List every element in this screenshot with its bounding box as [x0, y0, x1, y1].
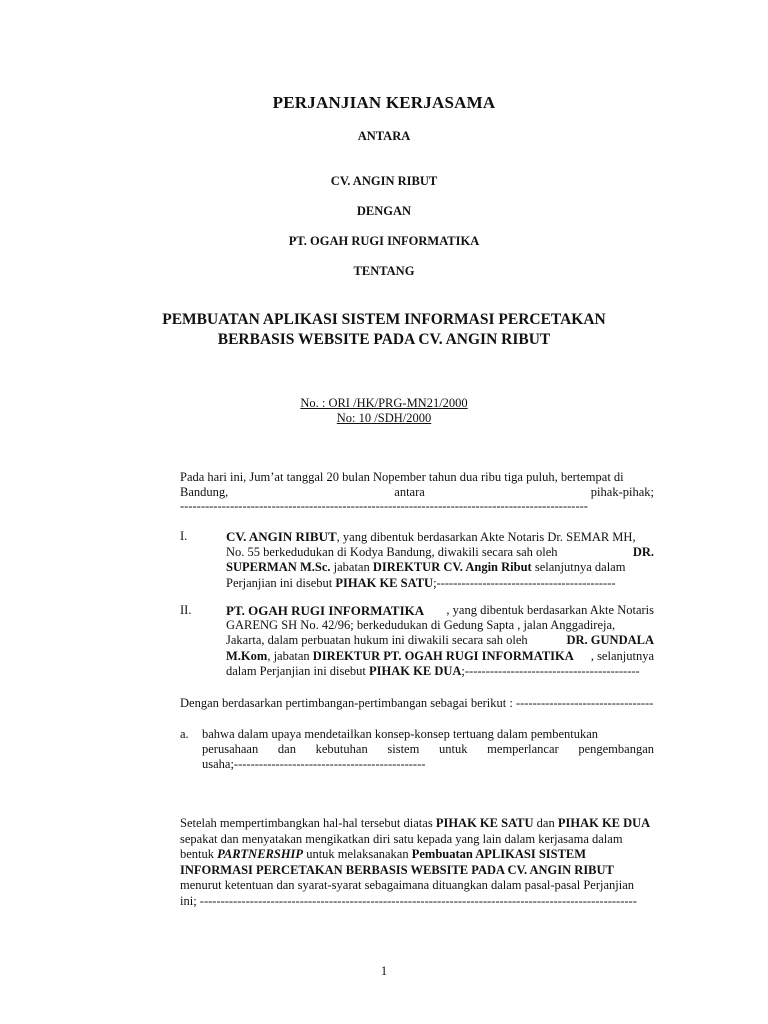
- item2-selanjutnya: , selanjutnya: [590, 648, 654, 663]
- item1-director: DIREKTUR CV. Angin Ribut: [372, 560, 532, 575]
- intro-line-1: Pada hari ini, Jum’at tanggal 20 bulan Nopember tahun dua ribu tiga puluh, bertempat di: [180, 470, 624, 484]
- subject-line-1: PEMBUATAN APLIKASI SISTEM INFORMASI PERCETAKAN: [162, 311, 606, 328]
- reference-number-1: No. : ORI /HK/PRG-MN21/2000: [300, 396, 468, 410]
- item1-disebut: Perjanjian ini disebut: [226, 575, 336, 590]
- party2-name: PT. OGAH RUGI INFORMATIKA: [288, 234, 480, 248]
- item-2-body: [226, 603, 654, 679]
- consideration-a-label: a.: [180, 727, 189, 741]
- item1-line1-text: , yang dibentuk berdasarkan Akte Notaris Dr. SEMAR MH,: [336, 530, 636, 544]
- consideration-a-body: [202, 727, 654, 773]
- closing-dan: dan: [533, 816, 558, 830]
- item2-dr-gundala: DR. GUNDALA: [566, 633, 654, 648]
- closing-untuk: untuk melaksanakan: [303, 847, 412, 861]
- closing-bentuk: bentuk: [180, 847, 218, 861]
- considerations-heading: Dengan berdasarkan pertimbangan-pertimbangan sebagai berikut : ---------------------------------: [180, 696, 654, 710]
- document-title: PERJANJIAN KERJASAMA: [272, 93, 496, 112]
- intro-antara: antara: [394, 485, 425, 499]
- item2-jabatan: , jabatan: [267, 648, 313, 663]
- closing-l2-text: sepakat dan menyatakan mengikatkan diri satu kepada yang lain dalam kerjasama dalam: [180, 831, 623, 846]
- item2-line1-text: , yang dibentuk berdasarkan Akte Notaris: [446, 603, 654, 617]
- item-2-number: II.: [180, 603, 192, 617]
- item2-director: DIREKTUR PT. OGAH RUGI INFORMATIKA: [312, 648, 574, 663]
- closing-pihak-satu: PIHAK KE SATU: [435, 816, 534, 830]
- closing-project-title: INFORMASI PERCETAKAN BERBASIS WEBSITE PADA CV. ANGIN RIBUT: [180, 862, 614, 877]
- item2-party-name: PT. OGAH RUGI INFORMATIKA: [226, 603, 425, 618]
- reference-number-2: No: 10 /SDH/2000: [336, 411, 432, 425]
- closing-l5-text: menurut ketentuan dan syarat-syarat sebagaimana dituangkan dalam pasal-pasal Perjanjian: [180, 878, 634, 892]
- item2-line2-text: GARENG SH No. 42/96; berkedudukan di Gedung Sapta , jalan Anggadireja,: [226, 618, 616, 633]
- item1-party-name: CV. ANGIN RIBUT: [226, 529, 337, 544]
- consideration-a-line2: perusahaan dan kebutuhan sistem untuk memperlancar pengembangan: [202, 742, 654, 757]
- closing-l6-text: ini; ---------------------------------------------------------------------------------------------------------: [180, 893, 637, 908]
- item1-pihak-ke-satu: PIHAK KE SATU: [335, 575, 434, 590]
- dengan-label: DENGAN: [356, 204, 412, 218]
- item2-mkom: M.Kom: [226, 648, 268, 663]
- item1-selanjutnya: selanjutnya dalam: [531, 560, 626, 575]
- closing-paragraph: [180, 816, 654, 909]
- intro-line-2: [180, 485, 654, 500]
- consideration-a-line1: [202, 727, 654, 742]
- intro-dash-line: --------------------------------------------------------------------------------------------------: [180, 499, 588, 513]
- item1-dashes: ;-------------------------------------------: [433, 575, 616, 590]
- page-number: 1: [380, 964, 388, 978]
- item2-pihak-ke-dua: PIHAK KE DUA: [369, 663, 462, 678]
- item-1-number: I.: [180, 529, 188, 543]
- closing-pihak-dua: PIHAK KE DUA: [557, 816, 651, 830]
- item1-dr: DR.: [632, 545, 654, 560]
- item-1-body: [226, 529, 654, 591]
- tentang-label: TENTANG: [353, 264, 415, 278]
- subject-line-2: BERBASIS WEBSITE PADA CV. ANGIN RIBUT: [217, 331, 551, 348]
- item1-jabatan: jabatan: [330, 560, 373, 575]
- consideration-a-line1-text: bahwa dalam upaya mendetailkan konsep-konsep tertuang dalam pembentukan: [202, 727, 599, 741]
- intro-pihak: pihak-pihak;: [590, 485, 654, 499]
- item1-line2-text: No. 55 berkedudukan di Kodya Bandung, diwakili secara sah oleh: [226, 545, 558, 560]
- item2-disebut: dalam Perjanjian ini disebut: [226, 663, 370, 678]
- closing-pembuatan: Pembuatan APLIKASI SISTEM: [411, 847, 587, 861]
- item2-dashes: ;------------------------------------------: [461, 663, 640, 678]
- item2-line3-text: Jakarta, dalam perbuatan hukum ini diwakili secara sah oleh: [226, 633, 528, 648]
- closing-partnership: PARTNERSHIP: [217, 847, 304, 861]
- closing-l1-text: Setelah mempertimbangkan hal-hal tersebut diatas: [180, 816, 436, 830]
- consideration-a-line3: usaha;----------------------------------------------: [202, 757, 426, 772]
- intro-bandung: Bandung,: [180, 485, 229, 499]
- item1-rep-name: SUPERMAN M.Sc.: [226, 560, 331, 575]
- antara-label: ANTARA: [357, 129, 411, 143]
- party1-name: CV. ANGIN RIBUT: [330, 174, 438, 188]
